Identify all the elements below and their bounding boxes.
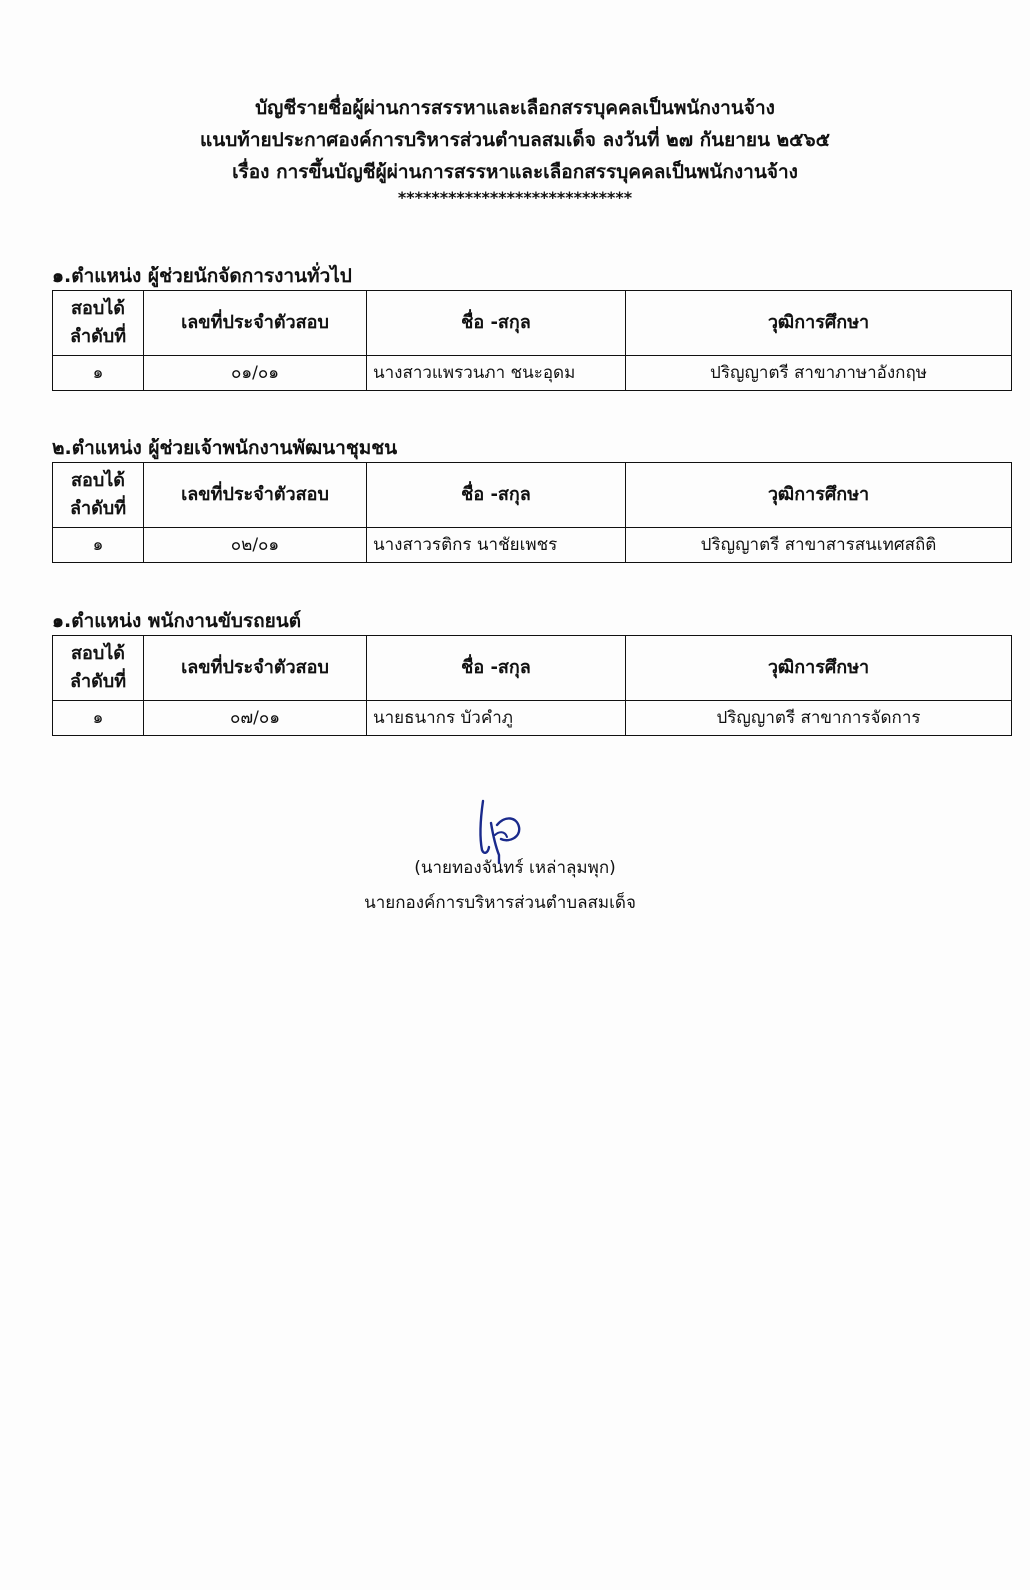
- header-rank: [53, 636, 144, 701]
- table-header-row: [53, 463, 1012, 528]
- section-1-table: [52, 290, 1012, 391]
- header-rank: [53, 291, 144, 356]
- section-2-table: [52, 462, 1012, 563]
- cell-education: ปริญญาตรี สาขาการจัดการ: [626, 701, 1012, 736]
- cell-education: ปริญญาตรี สาขาภาษาอังกฤษ: [626, 356, 1012, 391]
- section-1: [52, 262, 1026, 391]
- signatory-position: นายกองค์การบริหารส่วนตำบลสมเด็จ: [364, 893, 636, 913]
- cell-name: นายธนากร บัวคำภู: [367, 701, 626, 736]
- cell-name: นางสาวรติกร นาชัยเพชร: [367, 528, 626, 563]
- cell-rank: ๑: [53, 356, 144, 391]
- table-row: [53, 356, 1012, 391]
- header-exam-id: เลขที่ประจำตัวสอบ: [144, 291, 367, 356]
- header-title-line2: แนบท้ายประกาศองค์การบริหารส่วนตำบลสมเด็จ ลงวันที่ ๒๗ กันยายน ๒๕๖๕: [200, 129, 830, 151]
- cell-rank: ๑: [53, 701, 144, 736]
- table-row: [53, 701, 1012, 736]
- header-rank-line1: สอบได้: [71, 298, 125, 319]
- section-2: [52, 434, 1026, 563]
- header-rank-line2: ลำดับที่: [69, 326, 127, 347]
- document-header: [0, 92, 1030, 208]
- cell-rank: ๑: [53, 528, 144, 563]
- header-rank: [53, 463, 144, 528]
- header-exam-id: เลขที่ประจำตัวสอบ: [144, 463, 367, 528]
- header-rank-line2: ลำดับที่: [69, 671, 127, 692]
- section-1-title: ๑.ตำแหน่ง ผู้ช่วยนักจัดการงานทั่วไป: [52, 265, 352, 287]
- cell-education: ปริญญาตรี สาขาสารสนเทศสถิติ: [626, 528, 1012, 563]
- cell-name: นางสาวแพรวนภา ชนะอุดม: [367, 356, 626, 391]
- cell-exam-id: ๐๒/๐๑: [144, 528, 367, 563]
- header-title-line3: เรื่อง การขึ้นบัญชีผู้ผ่านการสรรหาและเลือกสรรบุคคลเป็นพนักงานจ้าง: [232, 161, 798, 183]
- header-rank-line2: ลำดับที่: [69, 498, 127, 519]
- header-title-line1: บัญชีรายชื่อผู้ผ่านการสรรหาและเลือกสรรบุคคลเป็นพนักงานจ้าง: [255, 97, 775, 119]
- section-3-title: ๑.ตำแหน่ง พนักงานขับรถยนต์: [52, 610, 302, 632]
- header-name: ชื่อ -สกุล: [367, 636, 626, 701]
- section-3: [52, 607, 1026, 736]
- cell-exam-id: ๐๗/๐๑: [144, 701, 367, 736]
- header-name: ชื่อ -สกุล: [367, 463, 626, 528]
- header-rank-line1: สอบได้: [71, 470, 125, 491]
- section-2-title: ๒.ตำแหน่ง ผู้ช่วยเจ้าพนักงานพัฒนาชุมชน: [52, 437, 398, 459]
- section-3-table: [52, 635, 1012, 736]
- header-education: วุฒิการศึกษา: [626, 636, 1012, 701]
- header-rank-line1: สอบได้: [71, 643, 125, 664]
- cell-exam-id: ๐๑/๐๑: [144, 356, 367, 391]
- signatory-name: (นายทองจันทร์ เหล่าลุมพุก): [414, 858, 616, 878]
- header-name: ชื่อ -สกุล: [367, 291, 626, 356]
- header-education: วุฒิการศึกษา: [626, 463, 1012, 528]
- table-row: [53, 528, 1012, 563]
- header-education: วุฒิการศึกษา: [626, 291, 1012, 356]
- table-header-row: [53, 291, 1012, 356]
- table-header-row: [53, 636, 1012, 701]
- header-separator-stars: ****************************: [397, 188, 633, 207]
- header-exam-id: เลขที่ประจำตัวสอบ: [144, 636, 367, 701]
